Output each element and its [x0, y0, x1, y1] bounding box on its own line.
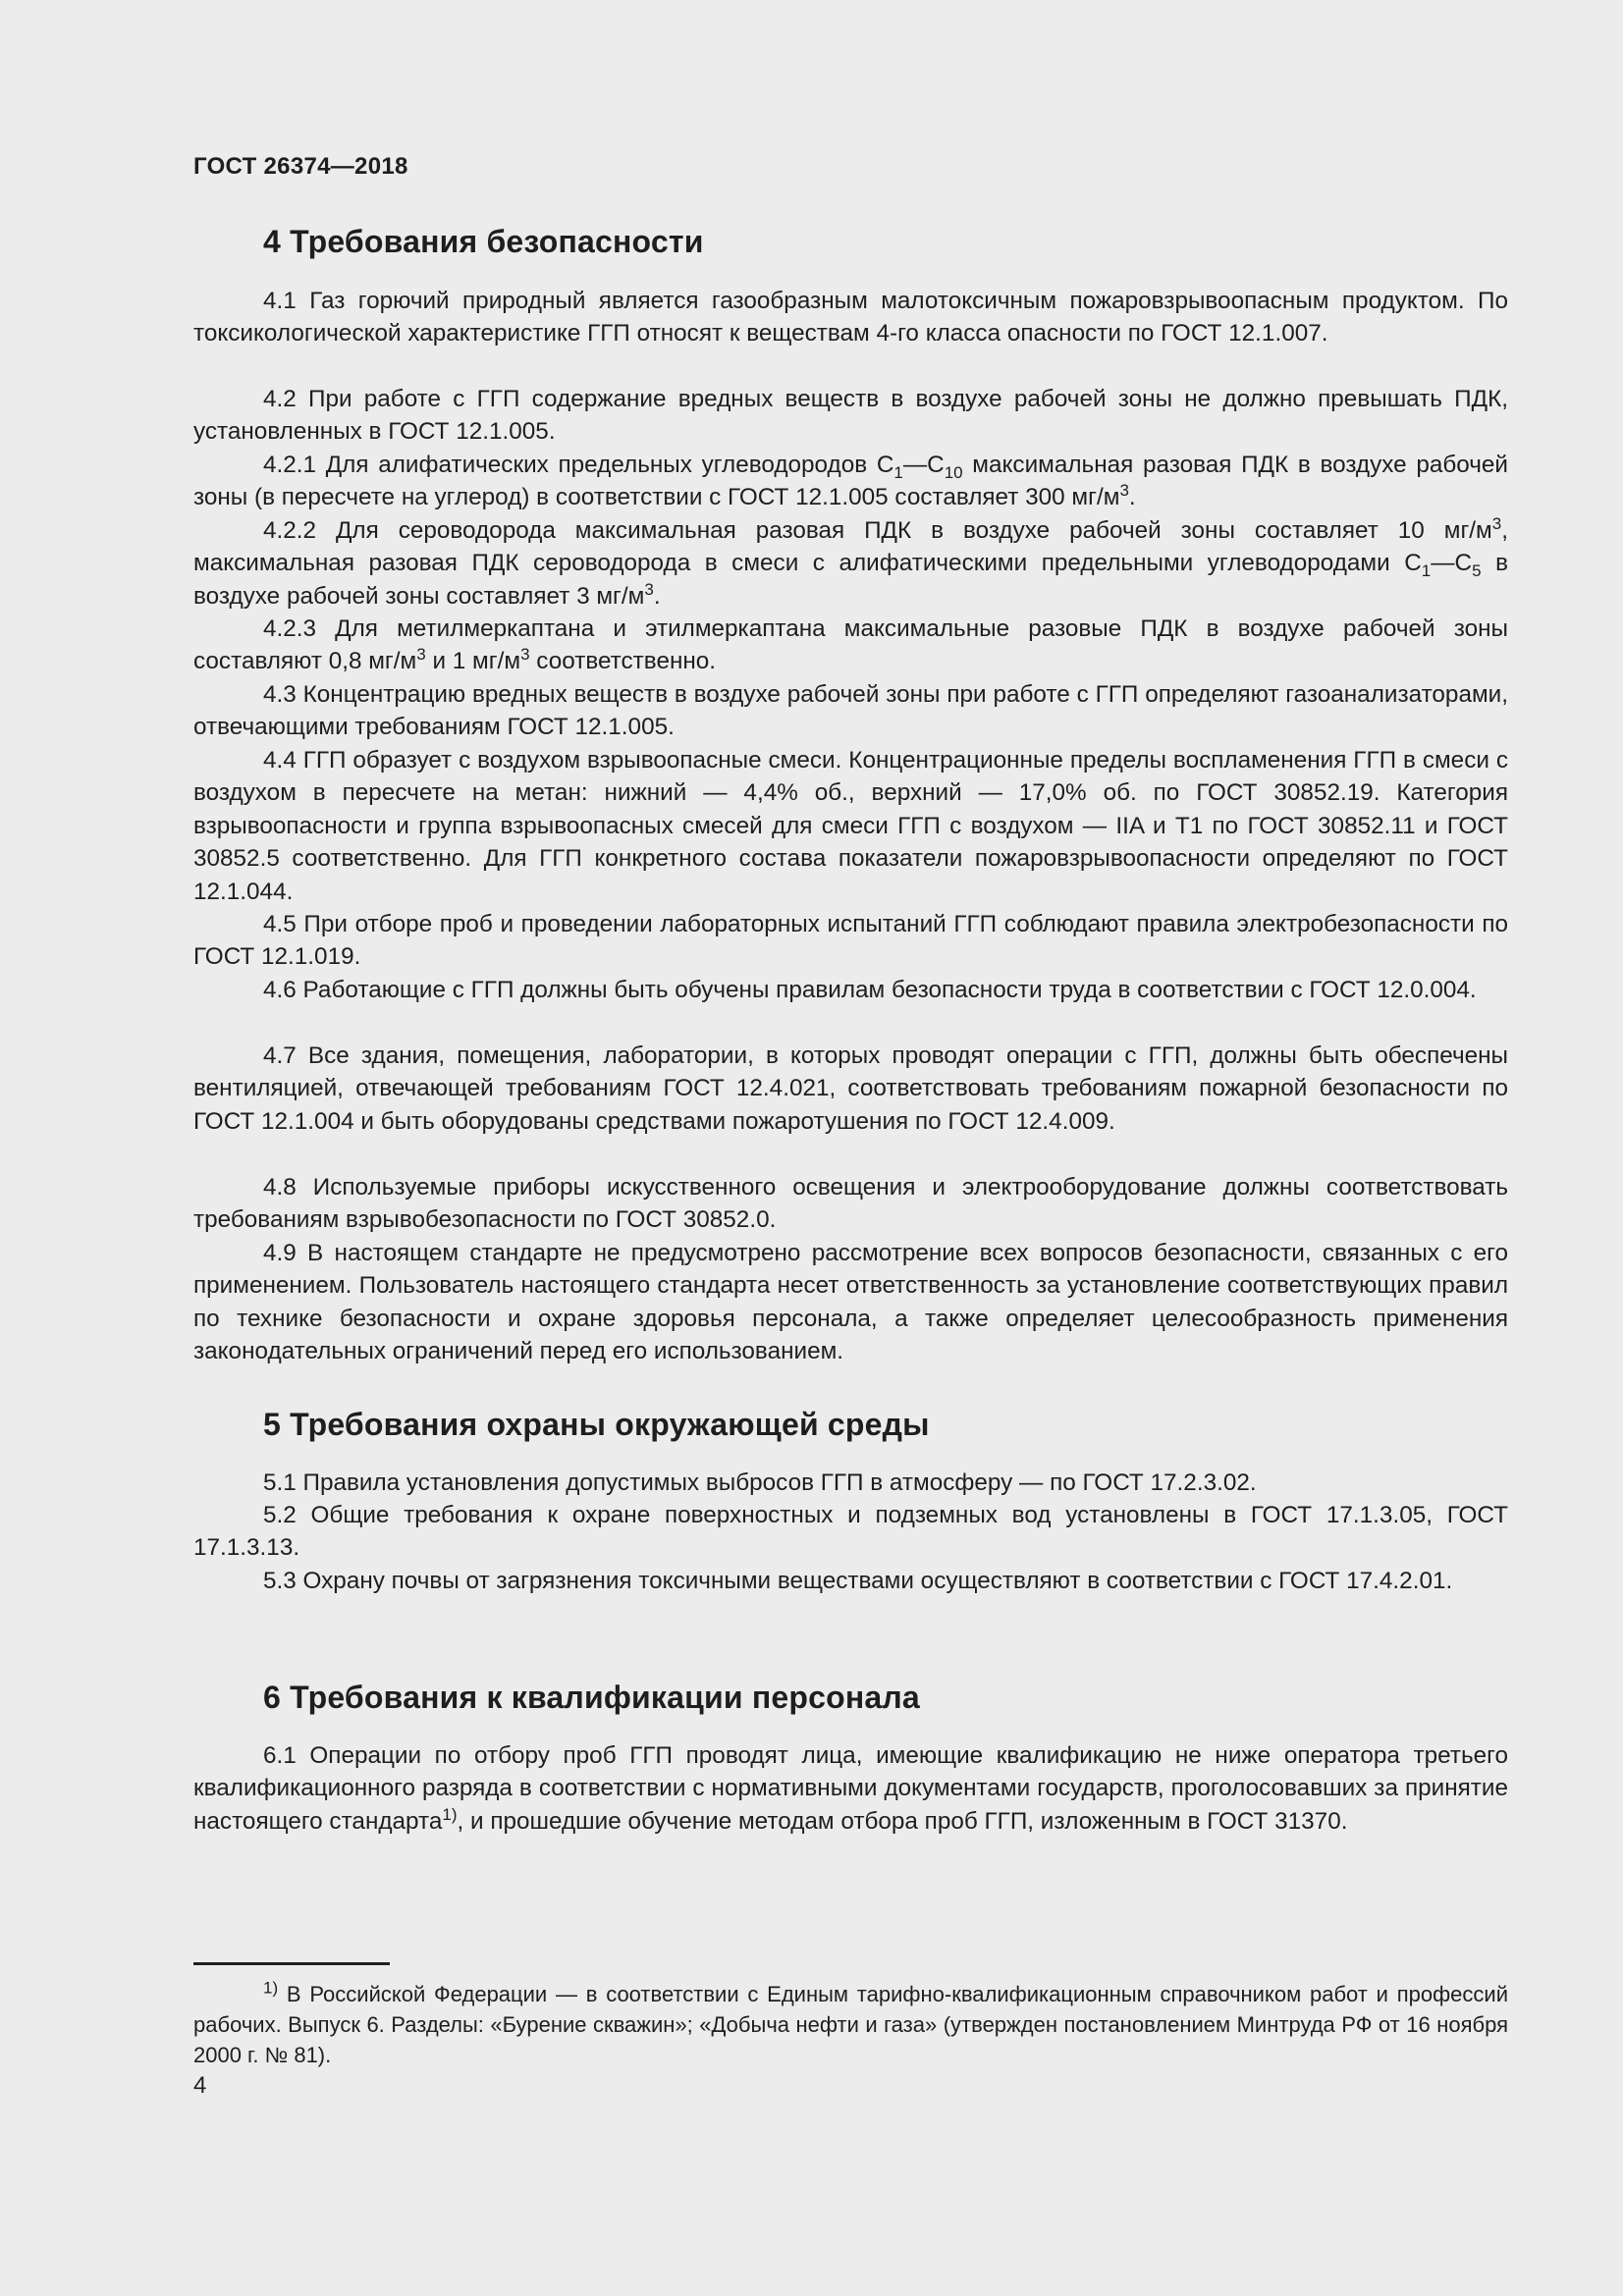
- paragraph-5-3: 5.3 Охрану почвы от загрязнения токсичными веществами осуществляют в соответствии с ГОСТ 17.4.2.01.: [263, 1568, 1453, 1594]
- paragraph-4-8: 4.8 Используемые приборы искусственного освещения и электрооборудование должны соответствовать требованиям взрывобезопасности по ГОСТ 30852.0.: [193, 1174, 1508, 1234]
- paragraph-5-2: 5.2 Общие требования к охране поверхностных и подземных вод установлены в ГОСТ 17.1.3.05, ГОСТ 17.1.3.13.: [193, 1502, 1508, 1562]
- document-header: ГОСТ 26374—2018: [193, 153, 408, 180]
- paragraph-4-1: 4.1 Газ горючий природный является газообразным малотоксичным пожаровзрывоопасным продуктом. По токсикологической характеристике ГГП относят к веществам 4-го класса опасности по ГОСТ 12.1.007.: [193, 288, 1508, 347]
- paragraph-4-2: 4.2 При работе с ГГП содержание вредных веществ в воздухе рабочей зоны не должно превышать ПДК, установленных в ГОСТ 12.1.005.: [193, 386, 1508, 446]
- section-6-title: 6 Требования к квалификации персонала: [263, 1680, 920, 1715]
- footnote-separator: [193, 1962, 390, 1965]
- paragraph-6-1: 6.1 Операции по отбору проб ГГП проводят лица, имеющие квалификацию не ниже оператора третьего квалификационного разряда в соответствии с нормативными документами государств, проголосовавших за принятие настоящего стандарта$^{1)}$, и прошедшие обучение методам отбора проб ГГП, изложенным в ГОСТ 31370.: [193, 1742, 1508, 1835]
- section-5-title: 5 Требования охраны окружающей среды: [263, 1407, 930, 1442]
- paragraph-4-5: 4.5 При отборе проб и проведении лабораторных испытаний ГГП соблюдают правила электробезопасности по ГОСТ 12.1.019.: [193, 911, 1508, 971]
- paragraph-4-9: 4.9 В настоящем стандарте не предусмотрено рассмотрение всех вопросов безопасности, связанных с его применением. Пользователь настоящего стандарта несет ответственность за установление соответствующих правил по технике безопасности и охране здоровья персонала, а также определяет целесообразность применения законодательных ограничений перед его использованием.: [193, 1240, 1508, 1365]
- paragraph-5-1: 5.1 Правила установления допустимых выбросов ГГП в атмосферу — по ГОСТ 17.2.3.02.: [263, 1469, 1257, 1496]
- footnote-mark: 1): [263, 1978, 279, 1998]
- paragraph-4-2-2: 4.2.2 Для сероводорода максимальная разовая ПДК в воздухе рабочей зоны составляет 10 $мг/м^3$, максимальная разовая ПДК сероводорода в смеси с алифатическими предельными углеводородами $С_1—С_5$ в воздухе рабочей зоны составляет 3 $мг/м^3$.: [193, 513, 1508, 610]
- paragraph-4-4: 4.4 ГГП образует с воздухом взрывоопасные смеси. Концентрационные пределы воспламенения ГГП в смеси с воздухом в пересчете на метан: нижний — 4,4% об., верхний — 17,0% об. по ГОСТ 30852.19. Категория взрывоопасности и группа взрывоопасных смесей для смеси ГГП с воздухом — IIA и Т1 по ГОСТ 30852.11 и ГОСТ 30852.5 соответственно. Для ГГП конкретного состава показатели пожаровзрывоопасности определяют по ГОСТ 12.1.044.: [193, 747, 1508, 905]
- footnote: $^{1)}$ В Российской Федерации — в соответствии с Единым тарифно-квалификационным справочником работ и профессий рабочих. Выпуск 6. Разделы: «Бурение скважин»; «Добыча нефти и газа» (утвержден постановлением Минтруда РФ от 16 ноября 2000 г. № 81).: [193, 1978, 1508, 2067]
- paragraph-4-7: 4.7 Все здания, помещения, лаборатории, в которых проводят операции с ГГП, должны быть обеспечены вентиляцией, отвечающей требованиям ГОСТ 12.4.021, соответствовать требованиям пожарной безопасности по ГОСТ 12.1.004 и быть оборудованы средствами пожаротушения по ГОСТ 12.4.009.: [193, 1042, 1508, 1135]
- paragraph-4-2-1: 4.2.1 Для алифатических предельных углеводородов $С_1—С_{10}$ максимальная разовая ПДК в воздухе рабочей зоны (в пересчете на углерод) в соответствии с ГОСТ 12.1.005 составляет 300 $мг/м^3$.: [193, 452, 1508, 511]
- page-number: 4: [193, 2072, 207, 2099]
- paragraph-4-6: 4.6 Работающие с ГГП должны быть обучены правилам безопасности труда в соответствии с ГОСТ 12.0.004.: [263, 977, 1477, 1003]
- paragraph-4-3: 4.3 Концентрацию вредных веществ в воздухе рабочей зоны при работе с ГГП определяют газоанализаторами, отвечающими требованиям ГОСТ 12.1.005.: [193, 681, 1508, 741]
- paragraph-4-2-3: 4.2.3 Для метилмеркаптана и этилмеркаптана максимальные разовые ПДК в воздухе рабочей зоны составляют 0,8 $мг/м^3$ и 1 $мг/м^3$ соответственно.: [193, 615, 1508, 675]
- section-4-title: 4 Требования безопасности: [263, 224, 704, 259]
